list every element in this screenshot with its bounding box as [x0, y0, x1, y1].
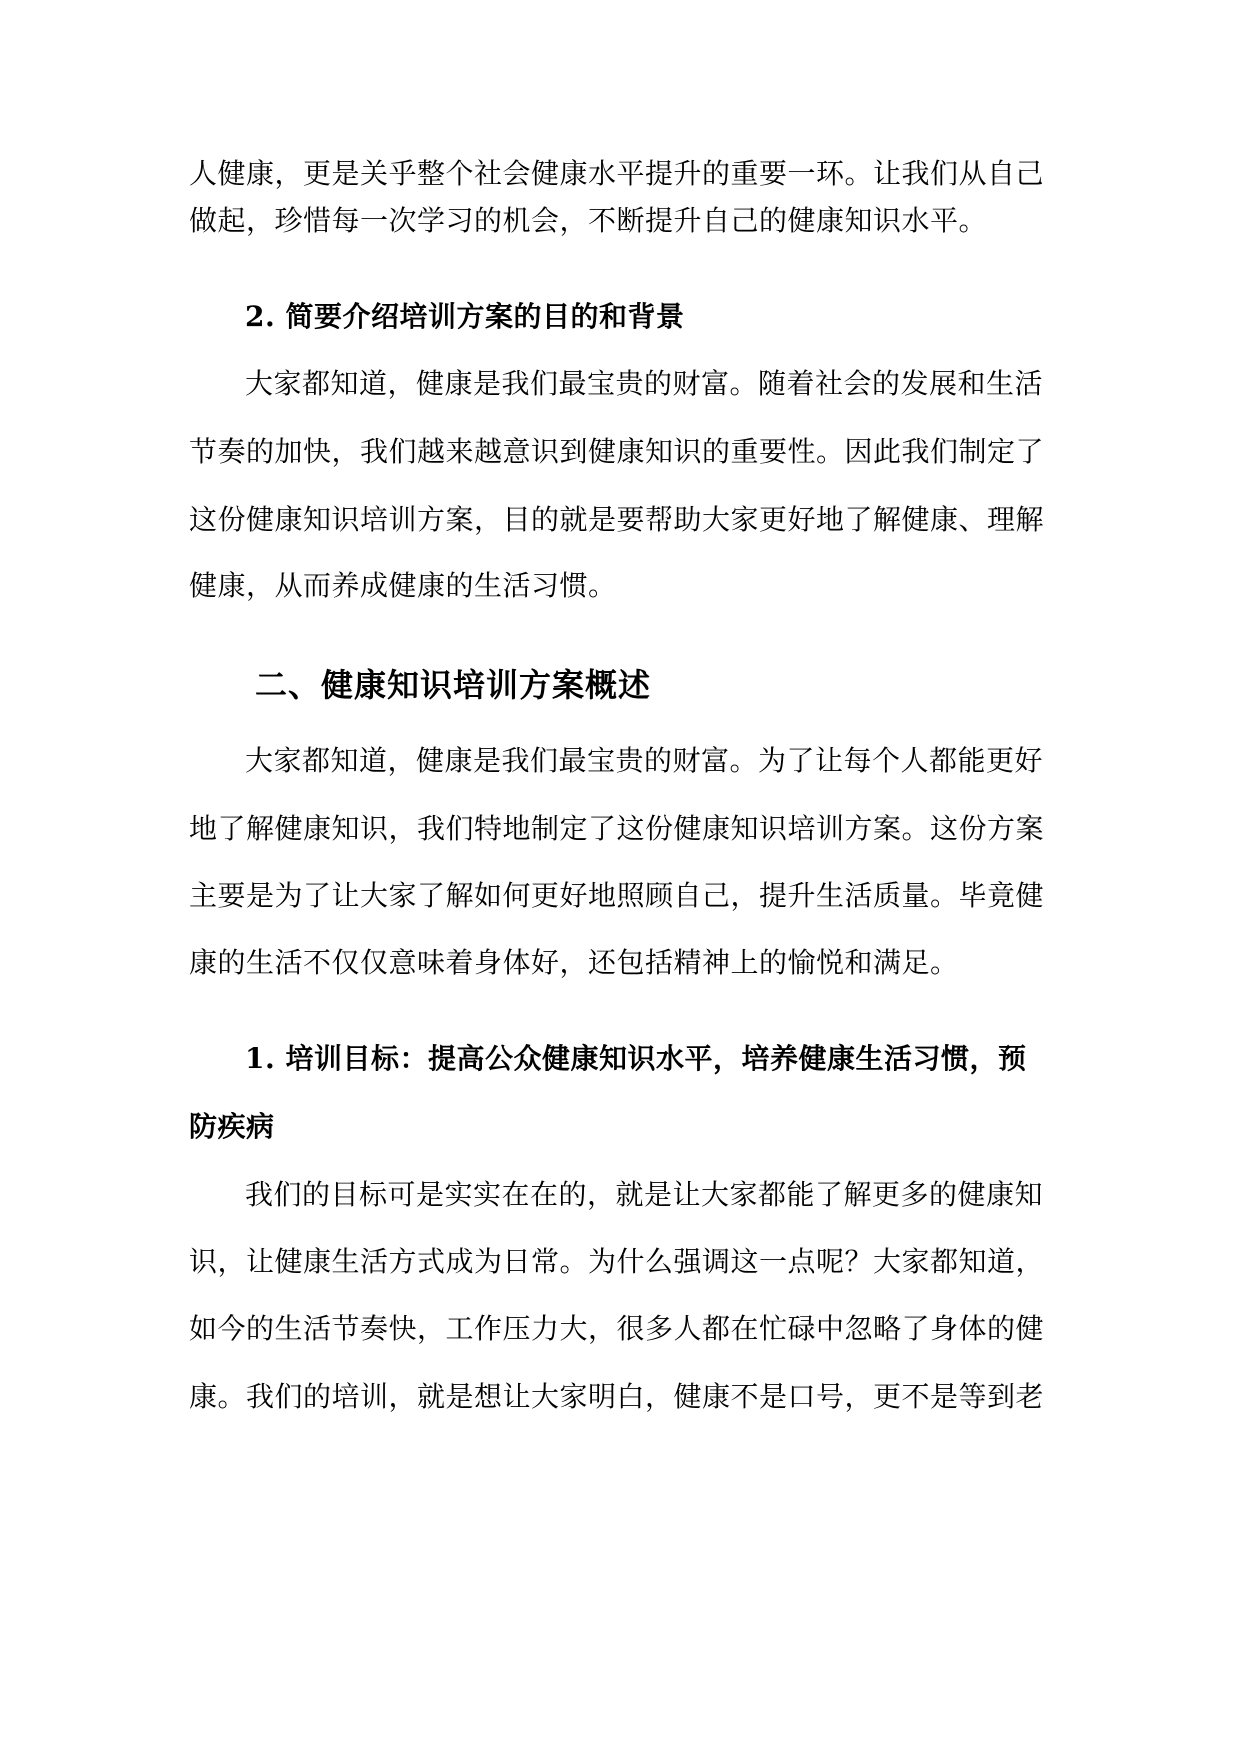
intro-paragraph-line: 做起，珍惜每一次学习的机会，不断提升自己的健康知识水平。 — [189, 204, 988, 237]
section-title: 二、健康知识培训方案概述 — [255, 666, 652, 704]
overview-paragraph-line: 康的生活不仅仅意味着身体好，还包括精神上的愉悦和满足。 — [189, 946, 959, 979]
goal-paragraph-line: 如今的生活节奏快，工作压力大，很多人都在忙碌中忽略了身体的健 — [189, 1312, 1045, 1345]
goal-paragraph-line: 识，让健康生活方式成为日常。为什么强调这一点呢？大家都知道， — [189, 1245, 1045, 1278]
background-paragraph-line: 健康，从而养成健康的生活习惯。 — [189, 569, 617, 602]
overview-paragraph-line: 大家都知道，健康是我们最宝贵的财富。为了让每个人都能更好 — [245, 744, 1044, 777]
goal-paragraph-line: 我们的目标可是实实在在的，就是让大家都能了解更多的健康知 — [245, 1178, 1044, 1211]
subheading-purpose-background: 2. 简要介绍培训方案的目的和背景 — [245, 300, 685, 333]
goal-paragraph-line: 康。我们的培训，就是想让大家明白，健康不是口号，更不是等到老 — [189, 1380, 1045, 1413]
subheading-training-goal: 1. 培训目标：提高公众健康知识水平，培养健康生活习惯，预 — [245, 1042, 1027, 1075]
intro-paragraph-line: 人健康，更是关乎整个社会健康水平提升的重要一环。让我们从自己 — [189, 157, 1045, 190]
overview-paragraph-line: 主要是为了让大家了解如何更好地照顾自己，提升生活质量。毕竟健 — [189, 879, 1045, 912]
background-paragraph-line: 大家都知道，健康是我们最宝贵的财富。随着社会的发展和生活 — [245, 367, 1044, 400]
subheading-training-goal: 防疾病 — [189, 1110, 275, 1143]
overview-paragraph-line: 地了解健康知识，我们特地制定了这份健康知识培训方案。这份方案 — [189, 812, 1045, 845]
background-paragraph-line: 这份健康知识培训方案，目的就是要帮助大家更好地了解健康、理解 — [189, 503, 1045, 536]
background-paragraph-line: 节奏的加快，我们越来越意识到健康知识的重要性。因此我们制定了 — [189, 435, 1045, 468]
